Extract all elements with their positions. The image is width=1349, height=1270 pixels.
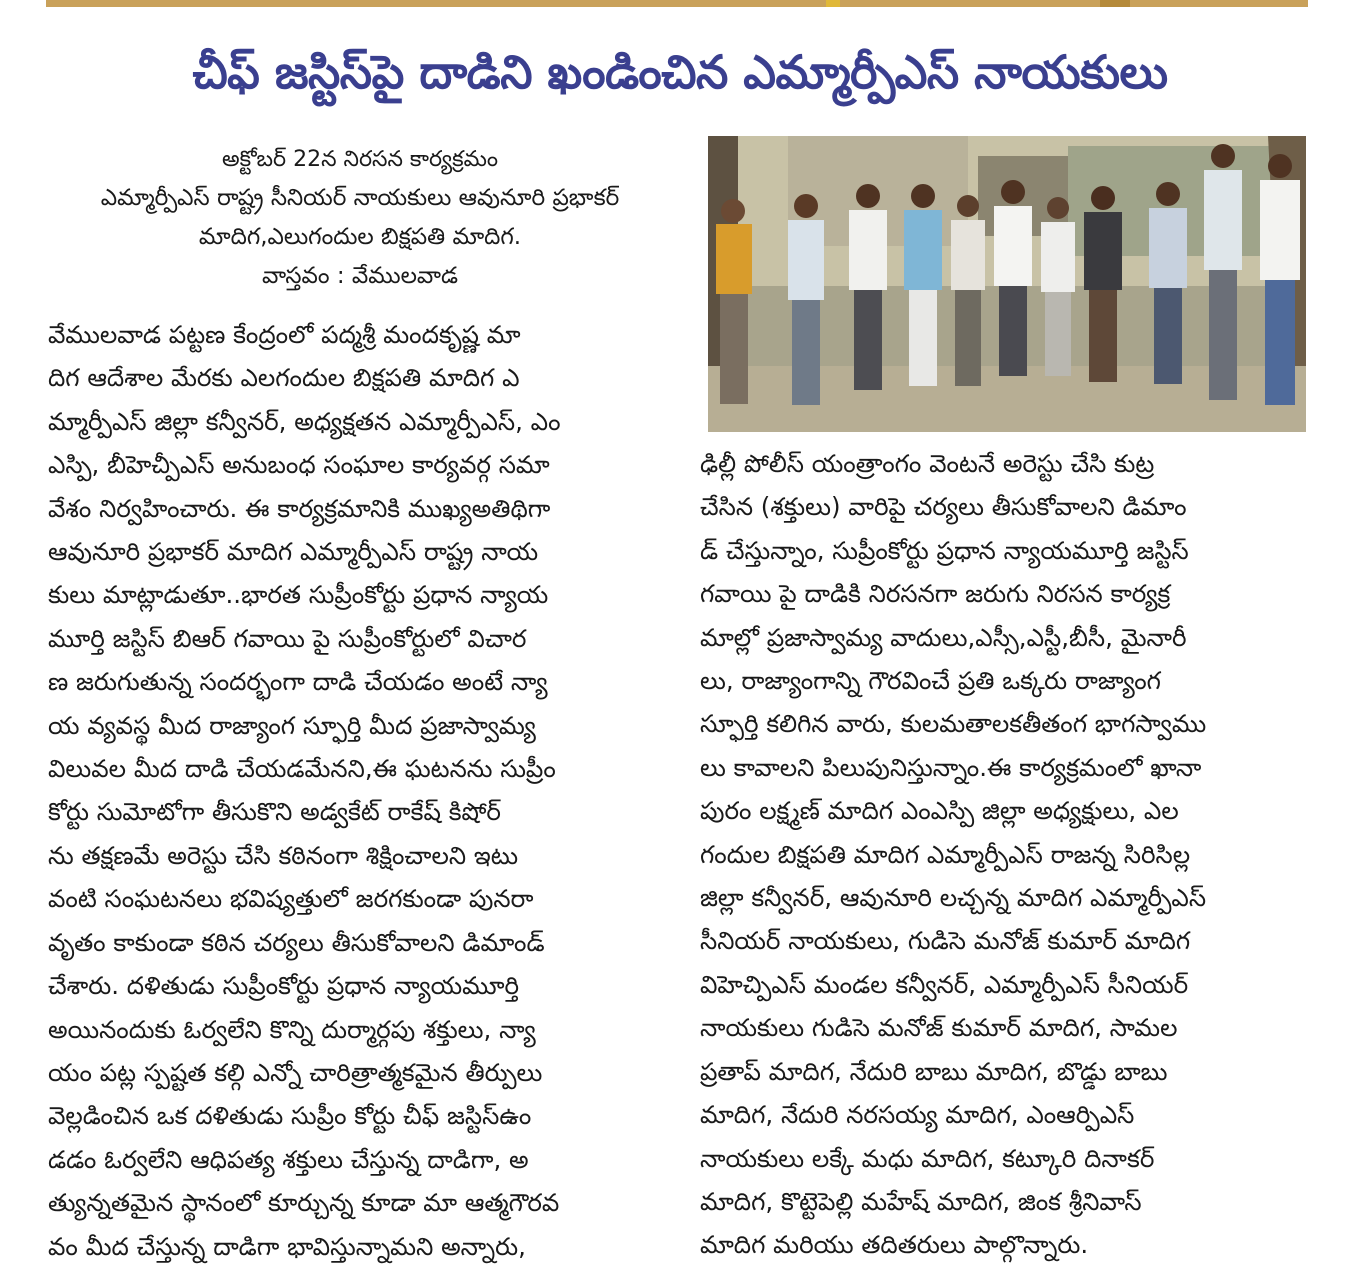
body-line: మాల్లో ప్రజాస్వామ్య వాదులు,ఎస్సీ,ఎస్టీ,బీసీ, మైనారీ [700, 622, 1187, 652]
body-line: ఢిల్లీ పోలీస్ యంత్రాంగం వెంటనే అరెస్టు చేసి కుట్ర [700, 449, 1155, 478]
deck-line: అక్టోబర్ 22న నిరసన కార్యక్రమం [221, 147, 499, 172]
top-decorative-strip [0, 0, 1349, 8]
dateline: వాస్తవం : వేములవాడ [262, 263, 458, 289]
deck-line: మాదిగ,ఎలుగందుల బిక్షపతి మాదిగ. [198, 224, 522, 250]
body-line: దిగ ఆదేశాల మేరకు ఎలగందుల బిక్షపతి మాదిగ ఎ [48, 363, 520, 393]
body-line: ప్రతాప్ మాదిగ, నేదురి బాబు మాదిగ, బొడ్డు బాబు [700, 1056, 1168, 1086]
body-line: పురం లక్ష్మణ్ మాదిగ ఎంఎస్పి జిల్లా అధ్యక్షులు, ఎల [700, 796, 1179, 826]
body-line: మ్మార్పీఎస్ జిల్లా కన్వీనర్, అధ్యక్షతన ఎమ్మార్పీఎస్, ఎం [48, 406, 561, 436]
body-line: నాయకులు లక్కే మధు మాదిగ, కట్కూరి దినాకర్ [700, 1143, 1155, 1173]
article-headline: చీఫ్ జస్టిస్‌పై దాడిని ఖండించిన ఎమ్మార్పీఎస్ నాయకులు [192, 45, 1168, 99]
article-body-left-column [48, 313, 688, 1268]
masthead-fragment [826, 0, 840, 7]
body-line: లు కావాలని పిలుపునిస్తున్నాం.ఈ కార్యక్రమంలో ఖానా [700, 752, 1202, 782]
group-photo-illustration [708, 136, 1306, 432]
body-line: వంటి సంఘటనలు భవిష్యత్తులో జరగకుండా పునరా [48, 884, 534, 914]
masthead-fragment [1100, 0, 1130, 7]
body-line: మాదిగ, కొట్టెపెల్లి మహేష్ మాదిగ, జింక శ్రీనివాస్ [700, 1186, 1142, 1216]
body-line: య వ్యవస్థ మీద రాజ్యాంగ స్ఫూర్తి మీద ప్రజాస్వామ్య [48, 710, 536, 740]
body-line: చేసిన (శక్తులు) వారిపై చర్యలు తీసుకోవాలని డిమాం [700, 492, 1187, 522]
body-line: గవాయి పై దాడికి నిరసనగా జరుగు నిరసన కార్యక్ర [700, 579, 1171, 609]
body-line: త్యున్నతమైన స్థానంలో కూర్చున్న కూడా మా ఆత్మగౌరవ [48, 1188, 560, 1218]
body-line: యం పట్ల స్పష్టత కల్గి ఎన్నో చారిత్రాత్మకమైన తీర్పులు [48, 1057, 543, 1087]
body-line: మాదిగ మరియు తదితరులు పాల్గొన్నారు. [700, 1230, 1089, 1260]
body-line: వేశం నిర్వహించారు. ఈ కార్యక్రమానికి ముఖ్యఅతిథిగా [48, 493, 551, 523]
deck-line: ఎమ్మార్పీఎస్ రాష్ట్ర సీనియర్ నాయకులు ఆవునూరి ప్రభాకర్ [100, 185, 620, 211]
body-line: ణ జరుగుతున్న సందర్భంగా దాడి చేయడం అంటే న్యా [48, 667, 548, 697]
body-line: మూర్తి జస్టిస్ బిఆర్ గవాయి పై సుప్రీంకోర్టులో విచార [48, 623, 527, 653]
body-line: చేశారు. దళితుడు సుప్రీంకోర్టు ప్రధాన న్యాయమూర్తి [48, 971, 519, 1001]
body-line: విహెచ్పిఎస్ మండల కన్వీనర్, ఎమ్మార్పీఎస్ సీనియర్ [700, 969, 1189, 999]
body-line: ఎస్పి, బీహెచ్పీఎస్ అనుబంధ సంఘాల కార్యవర్గ సమా [48, 450, 550, 480]
article-body-right-column [700, 442, 1340, 1267]
group-photo [708, 136, 1306, 432]
body-line: కోర్టు సుమోటోగా తీసుకొని అడ్వకేట్ రాకేష్ కిషోర్ [48, 797, 501, 827]
body-line: స్ఫూర్తి కలిగిన వారు, కులమతాలకతీతంగ భాగస్వాము [700, 709, 1207, 739]
body-line: వం మీద చేస్తున్న దాడిగా భావిస్తున్నామని అన్నారు, [48, 1231, 526, 1261]
body-line: వేములవాడ పట్టణ కేంద్రంలో పద్మశ్రీ మందకృష్ణ మా [48, 320, 521, 349]
body-line: మాదిగ, నేదురి నరసయ్య మాదిగ, ఎంఆర్పిఎస్ [700, 1100, 1135, 1130]
body-line: అయినందుకు ఓర్వలేని కొన్ని దుర్మార్గపు శక్తులు, న్యా [48, 1014, 536, 1044]
body-line: ను తక్షణమే అరెస్టు చేసి కఠినంగా శిక్షించాలని ఇటు [48, 840, 519, 870]
body-line: విలువల మీద దాడి చేయడమేనని,ఈ ఘటనను సుప్రీం [48, 754, 556, 784]
body-line: గందుల బిక్షపతి మాదిగ ఎమ్మార్పీఎస్ రాజన్న సిరిసిల్ల [700, 839, 1191, 869]
body-line: వెల్లడించిన ఒక దళితుడు సుప్రీం కోర్టు చీఫ్ జస్టిస్‌ఉం [48, 1101, 532, 1131]
body-line: వృతం కాకుండా కఠిన చర్యలు తీసుకోవాలని డిమాండ్ [48, 927, 545, 957]
body-line: సీనియర్ నాయకులు, గుడిసె మనోజ్ కుమార్ మాదిగ [700, 926, 1191, 956]
body-line: లు, రాజ్యాంగాన్ని గౌరవించే ప్రతి ఒక్కరు రాజ్యాంగ [700, 666, 1161, 696]
body-line: డ్ చేస్తున్నాం, సుప్రీంకోర్టు ప్రధాన న్యాయమూర్తి జస్టిస్ [700, 535, 1189, 565]
body-line: కులు మాట్లాడుతూ..భారత సుప్రీంకోర్టు ప్రధాన న్యాయ [48, 580, 549, 610]
article-deck [40, 140, 680, 296]
body-line: జిల్లా కన్వీనర్, ఆవునూరి లచ్చన్న మాదిగ ఎమ్మార్పీఎస్ [700, 883, 1207, 913]
body-line: ఆవునూరి ప్రభాకర్ మాదిగ ఎమ్మార్పీఎస్ రాష్ట్ర నాయ [48, 537, 539, 567]
body-line: నాయకులు గుడిసె మనోజ్ కుమార్ మాదిగ, సామల [700, 1013, 1178, 1043]
body-line: డడం ఓర్వలేని ఆధిపత్య శక్తులు చేస్తున్న దాడిగా, అ [48, 1144, 529, 1174]
